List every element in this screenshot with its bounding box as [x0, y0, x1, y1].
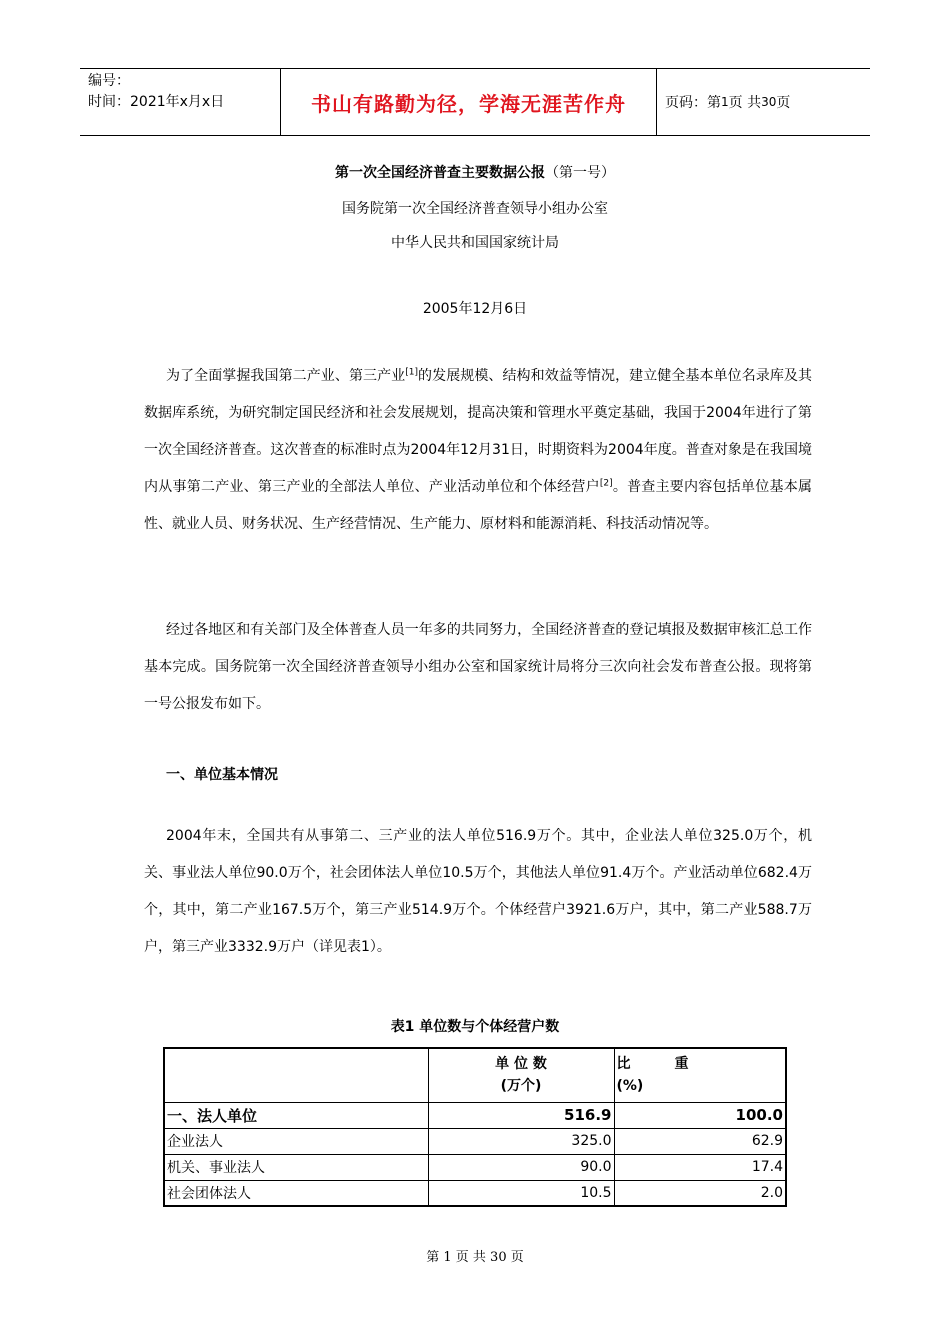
paragraph-units: 2004年末，全国共有从事第二、三产业的法人单位516.9万个。其中，企业法人单位325.0万个，机关、事业法人单位90.0万个，社会团体法人单位10.5万个，其他法人单位91.4万个。产业活动单位682.4万个，其中，第二产业167.5万个，第三产业514.9万个。个体经营户3921.6万户，其中，第二产业588.7万户，第三产业3332.9万户（详见表1）。 [144, 828, 812, 955]
row-label: 企业法人 [164, 1128, 428, 1154]
page-mid: 页 共 [728, 95, 762, 111]
share-header-part-a: 比 [616, 1056, 631, 1073]
section-heading: 一、单位基本情况 [166, 767, 278, 783]
count-header-line2: (万个) [500, 1078, 542, 1095]
title-bold: 第一次全国经济普查主要数据公报 [335, 165, 545, 181]
share-header-part-b: 重 [674, 1056, 689, 1073]
page-number: 1 [721, 95, 729, 109]
row-share: 100.0 [614, 1102, 786, 1128]
document-date: 2005年12月6日 [422, 301, 528, 317]
issuer-line-2: 中华人民共和国国家统计局 [391, 235, 559, 251]
header-cell-label [164, 1048, 428, 1102]
units-table [163, 1047, 787, 1207]
intro-part-c: 。普查主要内容包括单位基本属性、就业人员、财务状况、生产经营情况、生产能力、原材料和能源消耗、科技活动情况等。 [144, 479, 813, 532]
row-count: 325.0 [428, 1128, 614, 1154]
header-motto: 书山有路勤为径，学海无涯苦作舟 [281, 69, 657, 135]
count-header-line1: 单 位 数 [495, 1056, 547, 1073]
header-page-info [657, 69, 870, 135]
row-count: 90.0 [428, 1154, 614, 1180]
row-share: 62.9 [614, 1128, 786, 1154]
row-count: 10.5 [428, 1180, 614, 1206]
header-meta [80, 69, 281, 135]
table-row [164, 1180, 786, 1206]
page-header [80, 68, 870, 136]
footnote-ref-1[interactable]: [1] [405, 367, 418, 378]
row-label: 一、法人单位 [164, 1102, 428, 1128]
page-footer: 第 1 页 共 30 页 [426, 1250, 524, 1265]
row-label: 社会团体法人 [164, 1180, 428, 1206]
page-total: 30 [761, 95, 777, 109]
row-label: 机关、事业法人 [164, 1154, 428, 1180]
page-suffix: 页 [776, 95, 791, 111]
number-label: 编号： [88, 73, 130, 89]
table-title: 表1 单位数与个体经营户数 [390, 1019, 560, 1035]
paragraph-intro [144, 358, 812, 543]
row-share: 2.0 [614, 1180, 786, 1206]
table-row [164, 1128, 786, 1154]
issuer-line-1: 国务院第一次全国经济普查领导小组办公室 [342, 201, 608, 217]
table-header-row [164, 1048, 786, 1102]
row-share: 17.4 [614, 1154, 786, 1180]
intro-part-b: 的发展规模、结构和效益等情况，建立健全基本单位名录库及其数据库系统，为研究制定国民经济和社会发展规划，提高决策和管理水平奠定基础，我国于2004年进行了第一次全国经济普查。这次普查的标准时点为2004年12月31日，时期资料为2004年度。普查对象是在我国境内从事第二产业、第三产业的全部法人单位、产业活动单位和个体经营户 [144, 368, 813, 495]
page-prefix: 页码：第 [665, 95, 721, 111]
paragraph-release: 经过各地区和有关部门及全体普查人员一年多的共同努力，全国经济普查的登记填报及数据审核汇总工作基本完成。国务院第一次全国经济普查领导小组办公室和国家统计局将分三次向社会发布普查公报。现将第一号公报发布如下。 [144, 622, 812, 712]
document-title [0, 162, 950, 182]
footnote-ref-2[interactable]: [2] [599, 478, 613, 489]
share-header-line2: (%) [616, 1078, 644, 1095]
table-row [164, 1102, 786, 1128]
row-count: 516.9 [428, 1102, 614, 1128]
table-row [164, 1154, 786, 1180]
title-suffix: （第一号） [545, 165, 615, 181]
intro-part-a: 为了全面掌握我国第二产业、第三产业 [166, 368, 406, 384]
header-cell-count [428, 1048, 614, 1102]
header-cell-share [614, 1048, 786, 1102]
time-label: 时间：2021年x月x日 [88, 94, 225, 110]
